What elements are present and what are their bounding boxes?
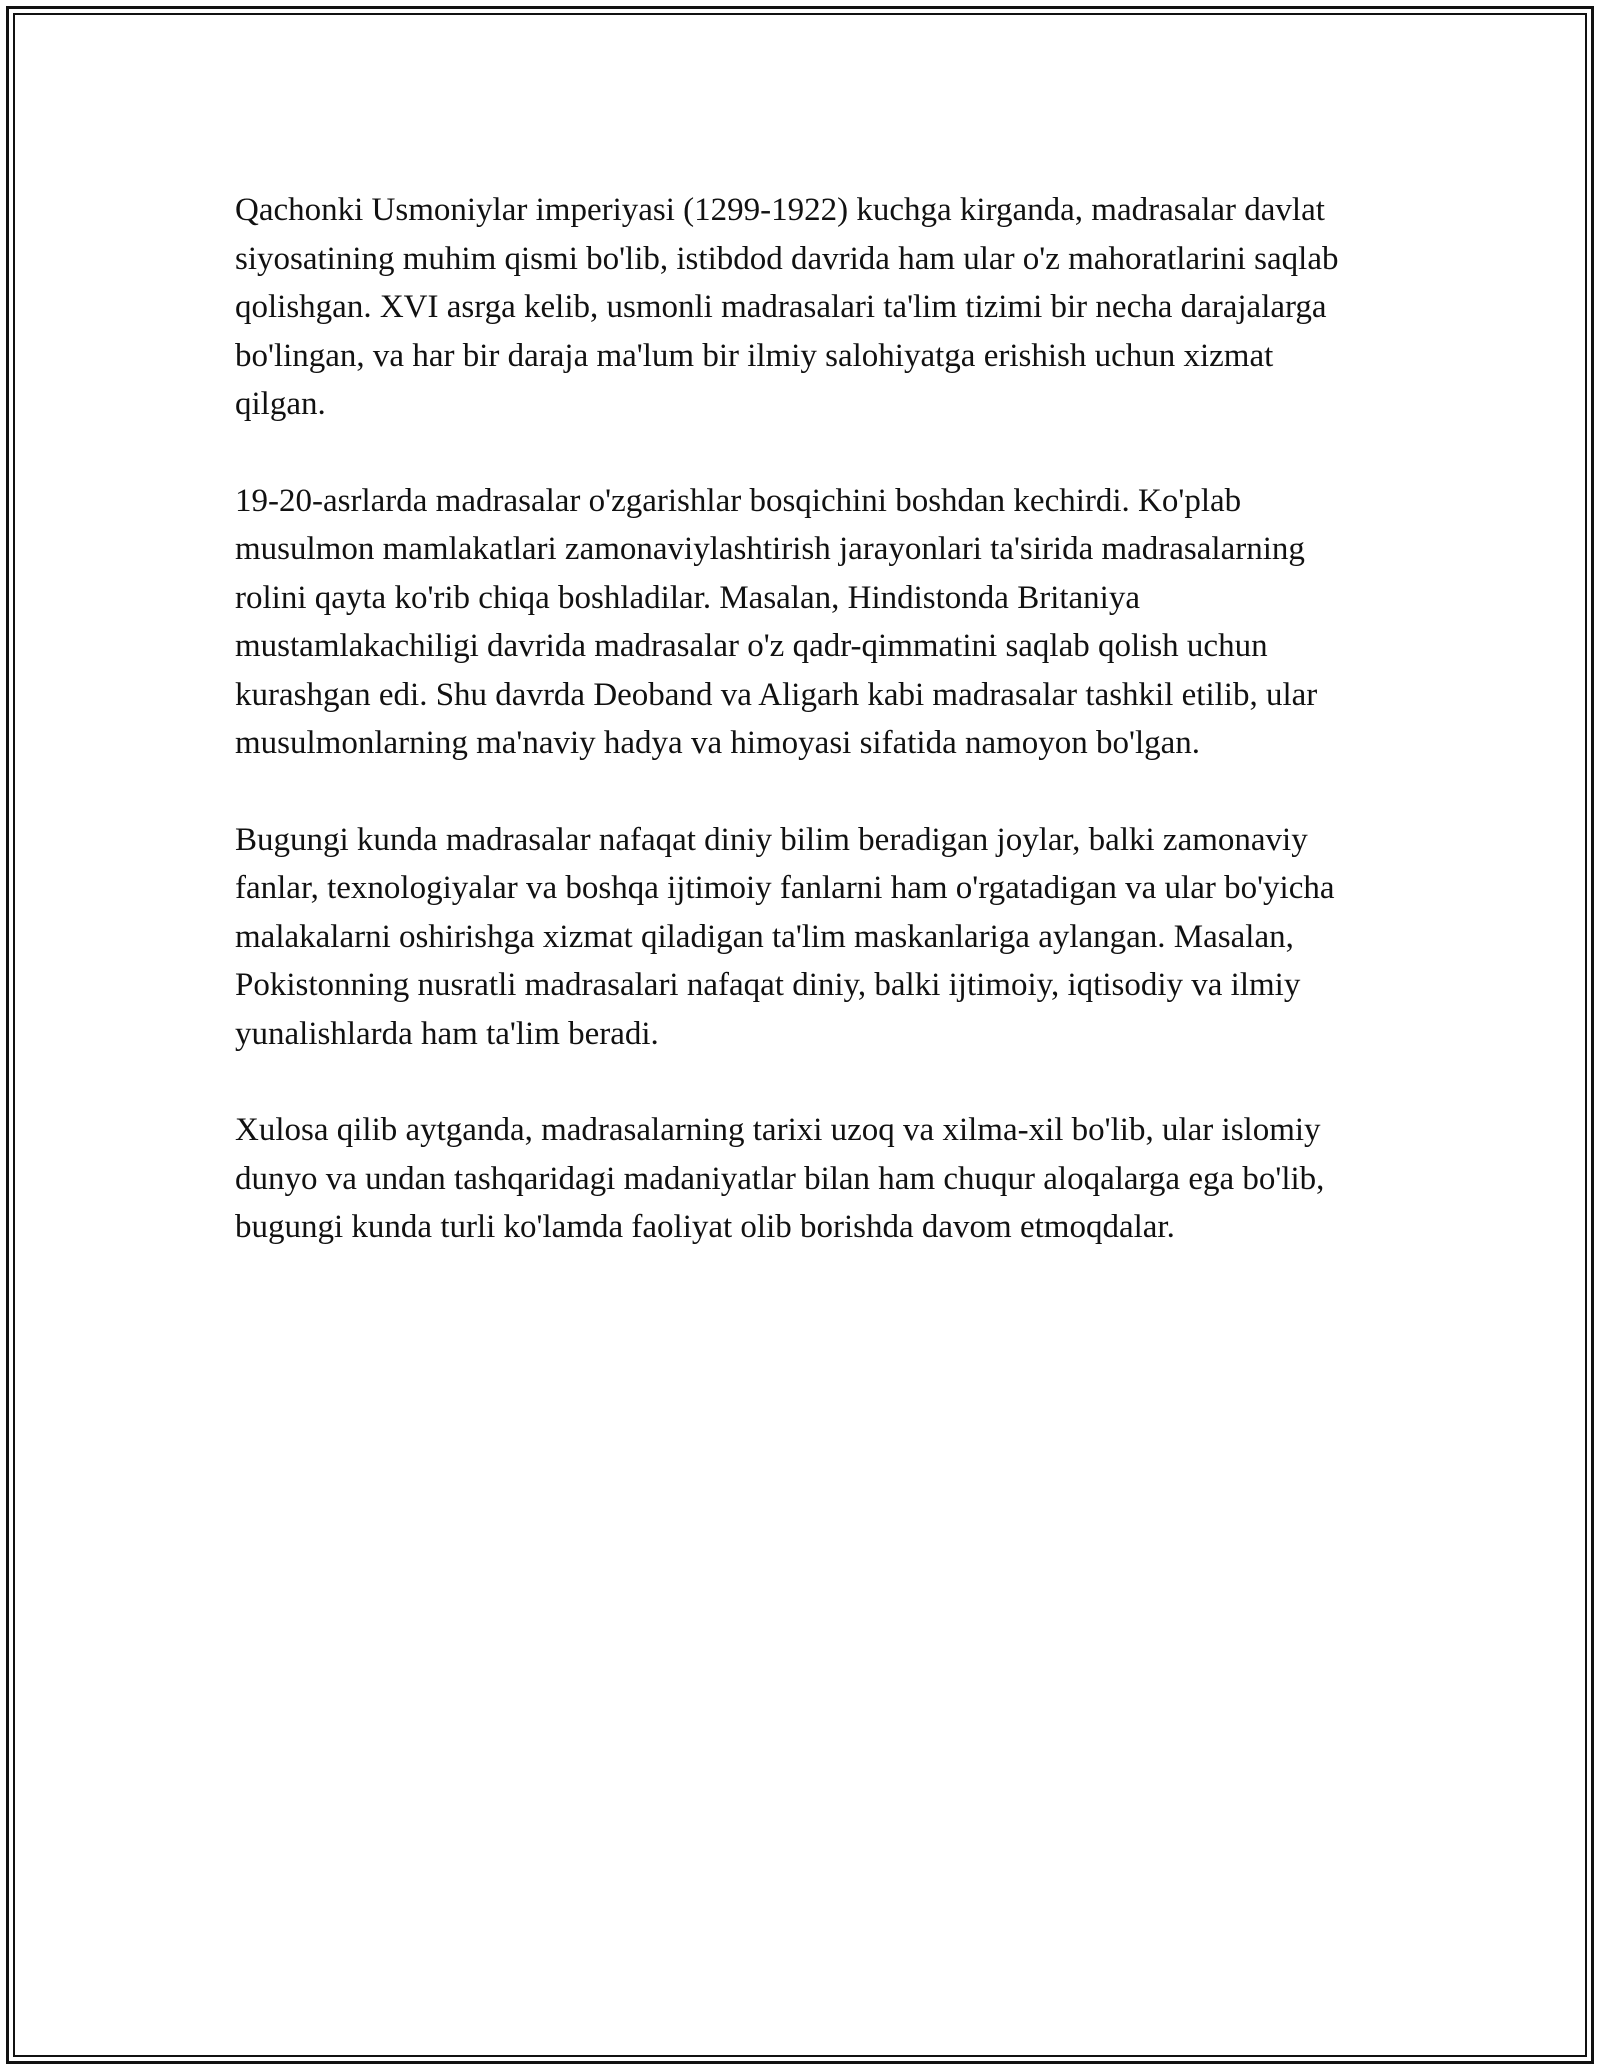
- paragraph-3: Bugungi kunda madrasalar nafaqat diniy bilim beradigan joylar, balki zamonaviy fanlar, texnologiyalar va boshqa ijtimoiy fanlarni ham o'rgatadigan va ular bo'yicha malakalarni oshirishga xizmat qiladigan ta'lim maskanlariga aylangan. Masalan, Pokistonning nusratli madrasalari nafaqat diniy, balki ijtimoiy, iqtisodiy va ilmiy yunalishlarda ham ta'lim beradi.: [235, 821, 1335, 1052]
- paragraph-4: Xulosa qilib aytganda, madrasalarning tarixi uzoq va xilma-xil bo'lib, ular islomiy dunyo va undan tashqaridagi madaniyatlar bilan ham chuqur aloqalarga ega bo'lib, bugungi kunda turli ko'lamda faoliyat olib borishda davom etmoqdalar.: [235, 1112, 1325, 1245]
- paragraph-2: 19-20-asrlarda madrasalar o'zgarishlar bosqichini boshdan kechirdi. Ko'plab musulmon mamlakatlari zamonaviylashtirish jarayonlari ta'sirida madrasalarning rolini qayta ko'rib chiqa boshladilar. Masalan, Hindistonda Britaniya mustamlakachiligi davrida madrasalar o'z qadr-qimmatini saqlab qolish uchun kurashgan edi. Shu davrda Deoband va Aligarh kabi madrasalar tashkil etilib, ular musulmonlarning ma'naviy hadya va himoyasi sifatida namoyon bo'lgan.: [235, 482, 1318, 761]
- paragraph-1: Qachonki Usmoniylar imperiyasi (1299-1922) kuchga kirganda, madrasalar davlat siyosatining muhim qismi bo'lib, istibdod davrida ham ular o'z mahoratlarini saqlab qolishgan. XVI asrga kelib, usmonli madrasalari ta'lim tizimi bir necha darajalarga bo'lingan, va har bir daraja ma'lum bir ilmiy salohiyatga erishish uchun xizmat qilgan.: [235, 192, 1339, 422]
- document-body: [235, 186, 1370, 1300]
